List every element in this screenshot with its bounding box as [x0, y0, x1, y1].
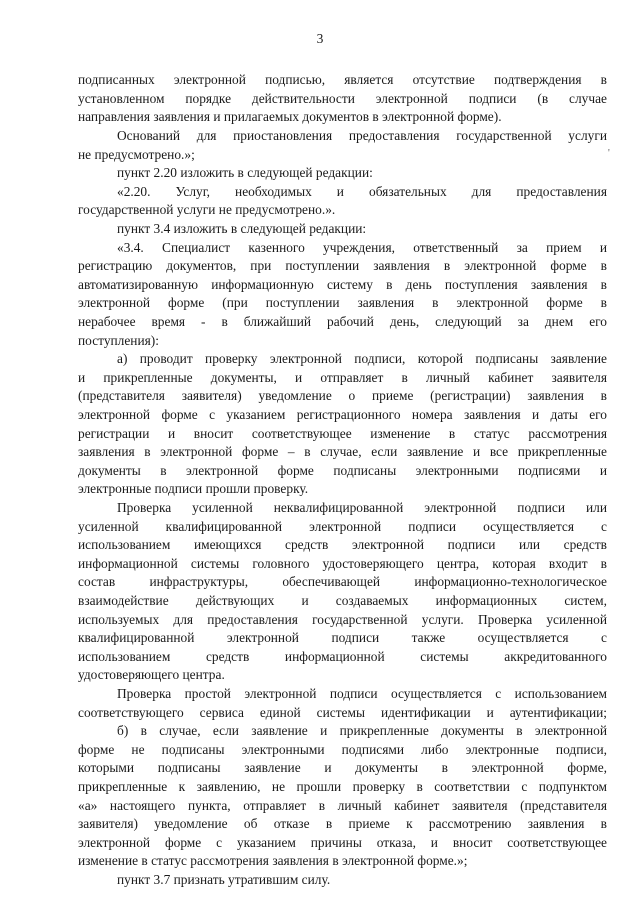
text-line: квалифицированной электронной подписи также осуществляется с [78, 630, 607, 645]
text-line: Проверка усиленной неквалифицированной электронной подписи или [117, 500, 607, 515]
text-line: «3.4. Специалист казенного учреждения, ответственный за прием и [117, 240, 607, 255]
text-line: подписанных электронной подписью, является отсутствие подтверждения в [78, 72, 607, 87]
text-line: автоматизированную информационную систему в день поступления заявления в [78, 277, 607, 292]
text-line: поступления): [78, 333, 159, 348]
text-line: которыми подписаны заявление и документы в электронной форме, [78, 760, 607, 775]
text-line: соответствующего сервиса единой системы идентификации и аутентификации; [78, 705, 607, 720]
text-line: «а» настоящего пункта, отправляет в личный кабинет заявителя (представителя [78, 798, 607, 813]
text-line: регистрации и вносит соответствующее изменение в статус рассмотрения [78, 426, 607, 441]
text-line: изменение в статус рассмотрения заявления в электронной форме.»; [78, 853, 468, 868]
text-line: взаимодействие действующих и создаваемых информационных систем, [78, 593, 607, 608]
text-line: электронные подписи прошли проверку. [78, 481, 309, 496]
text-line: а) проводит проверку электронной подписи, которой подписаны заявление [117, 351, 607, 366]
page-number: 3 [316, 31, 324, 46]
text-line: использованием имеющихся средств электронной подписи или средств [78, 537, 607, 552]
text-line: информационной системы головного удостоверяющего центра, которая входит в [78, 556, 607, 571]
text-line: электронной форме с указанием причины отказа, и вносит соответствующее [78, 835, 607, 850]
text-line: «2.20. Услуг, необходимых и обязательных для предоставления [117, 184, 607, 199]
text-line: Оснований для приостановления предоставления государственной услуги [117, 128, 607, 143]
text-line: пункт 3.4 изложить в следующей редакции: [117, 221, 367, 236]
text-line: направления заявления и прилагаемых документов в электронной форме). [78, 109, 502, 124]
text-line: нерабочее время - в ближайший рабочий день, следующий за днем его [78, 314, 607, 329]
text-line: пункт 2.20 изложить в следующей редакции: [117, 165, 373, 180]
text-line: электронной форме с указанием регистрационного номера заявления и даты его [78, 407, 607, 422]
text-line: заявителя) уведомление об отказе в приеме к рассмотрению заявления в [78, 816, 607, 831]
text-line: усиленной квалифицированной электронной подписи осуществляется с [78, 519, 607, 534]
text-line: б) в случае, если заявление и прикрепленные документы в электронной [117, 723, 607, 738]
text-line: пункт 3.7 признать утратившим силу. [117, 872, 331, 887]
text-line: используемых для предоставления государственной услуги. Проверка усиленной [78, 612, 607, 627]
text-line: не предусмотрено.»; [78, 147, 195, 162]
text-line: регистрацию документов, при поступлении заявления в электронной форме в [78, 258, 607, 273]
text-line: заявления в электронной форме – в случае, если заявление и все прикрепленные [78, 444, 607, 459]
text-line: состав инфраструктуры, обеспечивающей информационно-технологическое [78, 574, 607, 589]
text-line: форме не подписаны электронными подписями либо электронные подписи, [78, 742, 607, 757]
text-line: удостоверяющего центра. [78, 667, 225, 682]
text-line: прикрепленные к заявлению, не прошли проверку в соответствии с подпунктом [78, 779, 607, 794]
text-line: установленном порядке действительности электронной подписи (в случае [78, 91, 607, 106]
text-line: Проверка простой электронной подписи осуществляется с использованием [117, 686, 607, 701]
text-line: использованием средств информационной системы аккредитованного [78, 649, 607, 664]
text-line: документы в электронной форме подписаны электронными подписями и [78, 463, 607, 478]
text-line: электронной форме (при поступлении заявления в электронной форме в [78, 295, 607, 310]
text-line: (представителя заявителя) уведомление о приеме (регистрации) заявления в [78, 388, 607, 403]
text-line: государственной услуги не предусмотрено.». [78, 202, 336, 217]
text-line: и прикрепленные документы, и отправляет в личный кабинет заявителя [78, 370, 607, 385]
side-mark: ' [608, 148, 610, 159]
